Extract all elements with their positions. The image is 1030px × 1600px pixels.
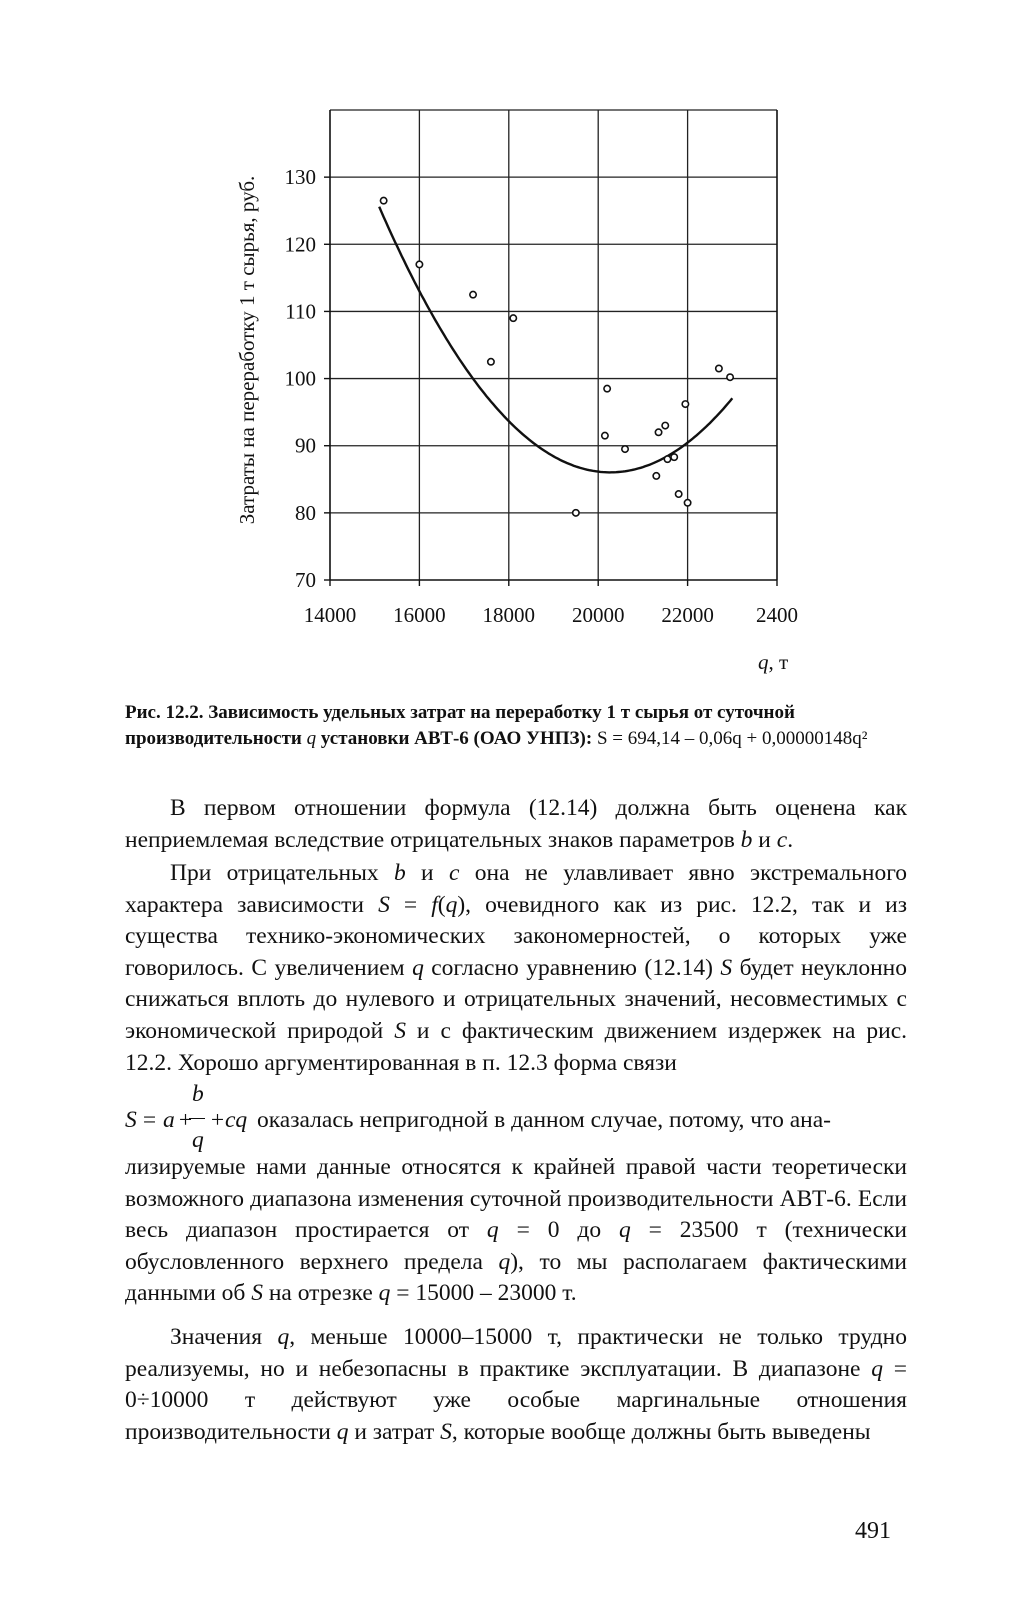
text-run: лизируемые нами данные относятся к крайней правой части теоретически возможного диапазона изменения суточной производительности АВТ-6. Если весь диапазон простирается от — [125, 1154, 907, 1244]
chart-grid — [330, 110, 777, 580]
text-run: , которые вообще должны быть выведены — [451, 1418, 871, 1445]
y-tick-label: 100 — [284, 366, 316, 391]
formula-line-text: оказалась непригодной в данном случае, потому, что ана- — [257, 1107, 831, 1133]
text-run: она не улавливает явно экстремального характера зависимости — [125, 860, 908, 918]
data-point — [604, 385, 610, 391]
text-run: = 23500 т (технически обусловленного верхнего предела — [125, 1217, 908, 1275]
y-tick-label: 80 — [295, 500, 316, 525]
text-run: согласно уравнению (12.14) — [423, 954, 721, 981]
data-point — [682, 401, 688, 407]
formula-S: S — [125, 1107, 137, 1133]
text-run: и — [752, 826, 777, 853]
paragraph-3 — [125, 1152, 907, 1310]
text-run: и — [405, 860, 449, 886]
text-run: ), то мы располагаем фактическими данными об — [125, 1248, 907, 1307]
italic-var: c — [448, 860, 460, 886]
text-run: ), очевидного как из рис. 12.2, так и из существа технико-экономических закономерностей, о которых уже говорилось. С увеличением — [125, 891, 907, 981]
regression-curve — [379, 207, 732, 473]
caption-var-q: q — [306, 728, 317, 749]
data-point — [416, 261, 422, 267]
data-point — [573, 510, 579, 516]
paragraph-4 — [125, 1322, 907, 1448]
x-tick-label: 16000 — [393, 603, 446, 627]
paragraph-1 — [125, 793, 907, 856]
text-run: и затрат — [348, 1418, 441, 1445]
italic-var: q — [498, 1248, 511, 1275]
y-tick-label: 90 — [295, 433, 316, 458]
caption-text-1: Зависимость удельных затрат на переработку 1 т сырья от суточной производительности — [125, 702, 795, 749]
x-label-unit: , т — [768, 650, 789, 674]
italic-var: q — [445, 891, 458, 918]
italic-var: q — [277, 1324, 290, 1350]
chart-axes — [324, 110, 777, 586]
x-tick-label: 2400 — [756, 603, 798, 627]
italic-var: S — [378, 891, 390, 918]
formula-plus-1: + — [173, 1107, 199, 1133]
text-run: В первом отношении формула (12.14) должна быть оценена как неприемлемая вследствие отрицательных знаков параметров — [125, 795, 907, 853]
italic-var: S — [720, 954, 733, 981]
fraction-bar — [189, 1118, 205, 1119]
text-run: будет неуклонно снижаться вплоть до нулевого и отрицательных значений, несовместимых с экономической природой — [125, 954, 907, 1044]
formula-numerator: b — [192, 1081, 204, 1107]
data-point — [675, 491, 681, 497]
formula-plus-2: + — [205, 1107, 231, 1133]
caption-label: Рис. 12.2. — [125, 702, 204, 723]
italic-var: q — [336, 1418, 349, 1445]
italic-var: q — [412, 954, 424, 981]
data-point — [653, 473, 659, 479]
y-tick-label: 120 — [284, 232, 316, 257]
figure-caption — [125, 700, 915, 752]
x-axis-label — [758, 650, 788, 674]
figure-chart — [0, 0, 1030, 690]
text-run: = 0 до — [498, 1217, 619, 1244]
x-tick-label: 18000 — [482, 603, 536, 627]
data-point — [664, 456, 670, 462]
formula-a: a — [163, 1107, 175, 1133]
data-point — [380, 197, 386, 203]
formula-denominator: q — [192, 1127, 204, 1153]
data-point — [716, 365, 722, 371]
text-run: = 0÷10000 т действуют уже особые маргинальные отношения производительности — [125, 1355, 907, 1445]
y-axis-label: Затраты на переработку 1 т сырья, руб. — [235, 175, 259, 525]
text-run: = 15000 – 23000 т. — [390, 1280, 577, 1307]
italic-var: q — [871, 1355, 883, 1382]
data-point — [622, 446, 628, 452]
formula-eq: = — [137, 1107, 163, 1133]
data-point — [470, 291, 476, 297]
x-tick-label: 22000 — [661, 603, 714, 627]
italic-var: q — [486, 1217, 499, 1244]
italic-var: q — [619, 1217, 631, 1244]
x-tick-label: 20000 — [571, 603, 625, 627]
text-run: = — [389, 891, 432, 918]
italic-var: f — [431, 891, 438, 918]
paragraph-2 — [125, 858, 907, 1079]
text-run: на отрезке — [262, 1280, 379, 1307]
x-tick-labels — [304, 603, 798, 627]
data-point — [671, 454, 677, 460]
y-tick-label: 110 — [285, 299, 316, 324]
y-tick-label: 70 — [295, 568, 316, 592]
data-point — [684, 500, 690, 506]
text-run: , меньше 10000–15000 т, практически не только трудно реализуемы, но и небезопасны в практике эксплуатации. В диапазоне — [125, 1324, 907, 1382]
data-point — [662, 422, 668, 428]
caption-text-2: установки АВТ-6 (ОАО УНПЗ): — [316, 728, 597, 749]
italic-var: S — [394, 1017, 406, 1044]
italic-var: S — [440, 1418, 452, 1445]
formula-line — [125, 1081, 907, 1155]
data-point — [602, 432, 608, 438]
data-point — [655, 429, 661, 435]
text-run: и с фактическим движением издержек на рис. 12.2. Хорошо аргументированная в п. 12.3 форма связи — [125, 1017, 907, 1076]
inline-formula — [125, 1081, 255, 1155]
data-point — [510, 315, 516, 321]
italic-var: S — [251, 1280, 263, 1307]
page-number: 491 — [855, 1518, 891, 1544]
text-run: . — [787, 826, 794, 853]
caption-formula: S = 694,14 – 0,06q + 0,00000148q² — [596, 728, 868, 749]
italic-var: c — [776, 826, 788, 853]
y-tick-label: 130 — [284, 165, 316, 190]
text-run: ( — [437, 891, 446, 918]
x-tick-label: 14000 — [303, 603, 357, 627]
italic-var: b — [393, 860, 406, 886]
italic-var: q — [378, 1280, 391, 1307]
data-point — [488, 359, 494, 365]
text-run: При отрицательных — [170, 860, 394, 886]
x-label-var: q — [758, 650, 769, 674]
data-points — [380, 197, 733, 516]
italic-var: b — [740, 826, 753, 853]
y-tick-labels — [285, 165, 317, 592]
text-run: Значения — [170, 1324, 278, 1350]
data-point — [727, 374, 733, 380]
formula-cq: cq — [225, 1107, 248, 1133]
